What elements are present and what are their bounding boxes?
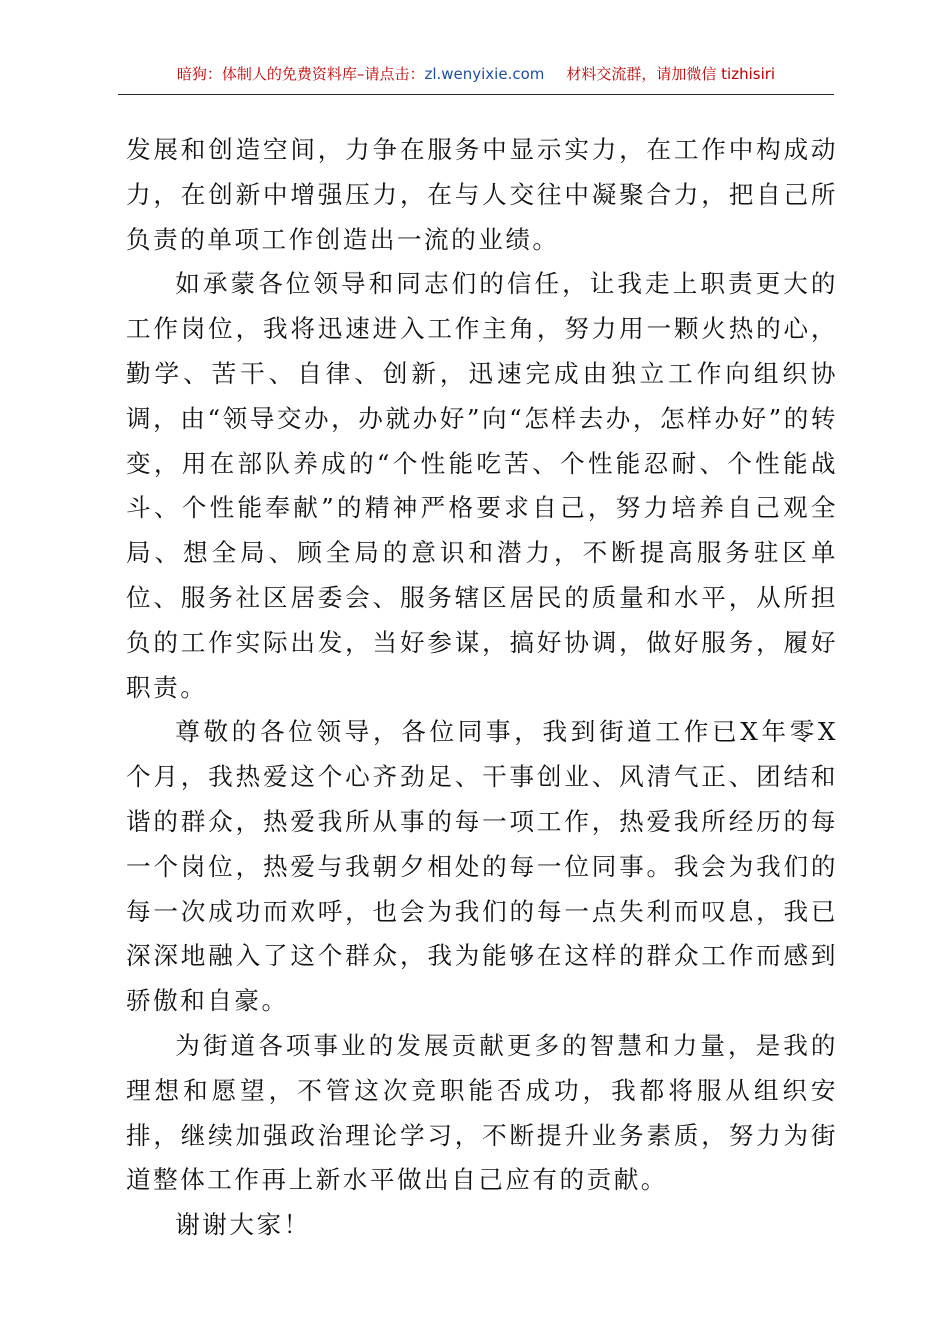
paragraph-continuation: 发展和创造空间，力争在服务中显示实力，在工作中构成动力，在创新中增强压力，在与人交往中凝聚合力，把自己所负责的单项工作创造出一流的业绩。 <box>126 135 838 254</box>
paragraph-aspiration: 为街道各项事业的发展贡献更多的智慧和力量，是我的理想和愿望，不管这次竞职能否成功，我都将服从组织安排，继续加强政治理论学习，不断提升业务素质，努力为街道整体工作再上新水平做出自己应有的贡献。 <box>126 1030 838 1195</box>
paragraph-commitment: 如承蒙各位领导和同志们的信任，让我走上职责更大的工作岗位，我将迅速进入工作主角，努力用一颗火热的心，勤学、苦干、自律、创新，迅速完成由独立工作向组织协调，由“领导交办，办就办好”向“怎样去办，怎样办好”的转变，用在部队养成的“个性能吃苦、个性能忍耐、个性能战斗、个性能奉献”的精神严格要求自己，努力培养自己观全局、想全局、顾全局的意识和潜力，不断提高服务驻区单位、服务社区居委会、服务辖区居民的质量和水平，从所担负的工作实际出发，当好参谋，搞好协调，做好服务，履好职责。 <box>126 269 838 702</box>
page-header <box>118 62 834 95</box>
header-prompt: –请点击： <box>356 65 425 83</box>
header-contact: 材料交流群，请加微信 tizhisiri <box>566 65 776 83</box>
paragraph-closing: 谢谢大家！ <box>175 1210 311 1240</box>
header-brand: 暗狗：体制人的免费资料库 <box>176 65 357 83</box>
header-url-link[interactable]: zl.wenyixie.com <box>424 65 545 83</box>
paragraph-gratitude: 尊敬的各位领导，各位同事，我到街道工作已X年零X个月，我热爱这个心齐劲足、干事创业、风清气正、团结和谐的群众，热爱我所从事的每一项工作，热爱我所经历的每一个岗位，热爱与我朝夕相处的每一位同事。我会为我们的每一次成功而欢呼，也会为我们的每一点失利而叹息，我已深深地融入了这个群众，我为能够在这样的群众工作而感到骄傲和自豪。 <box>126 717 838 1016</box>
body-text <box>126 128 838 1248</box>
